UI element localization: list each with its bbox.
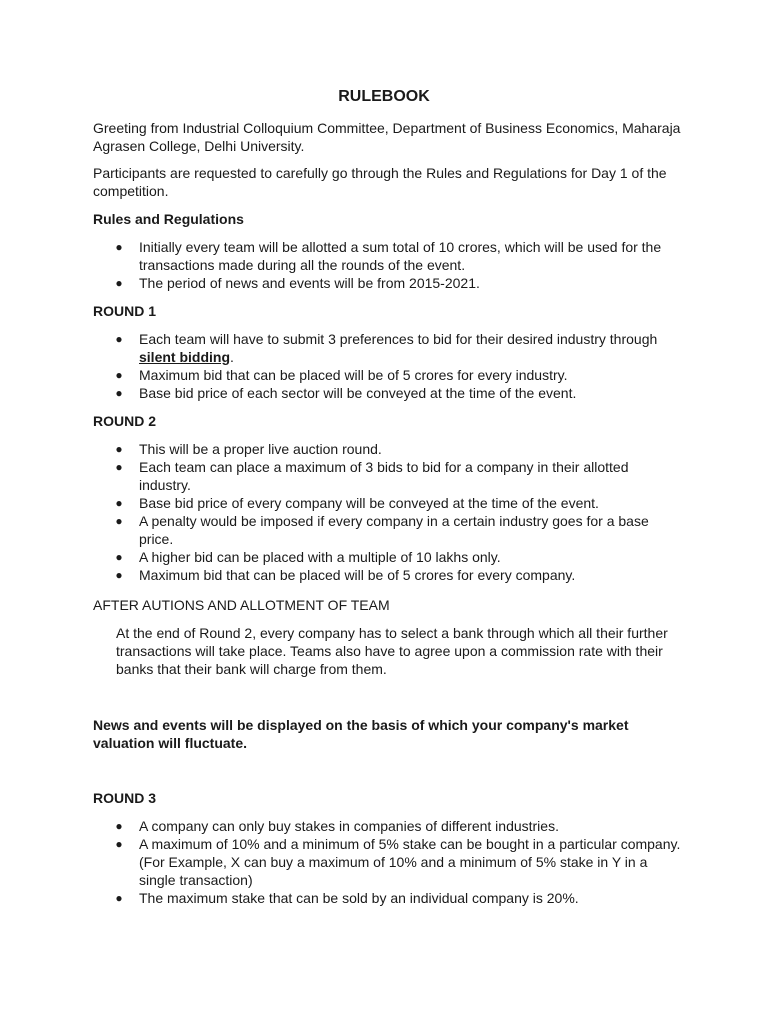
list-item: ● This will be a proper live auction round. [115,441,382,457]
round2-heading: ROUND 2 [93,413,157,429]
rules-heading: Rules and Regulations [93,211,244,227]
greeting-paragraph: Greeting from Industrial Colloquium Committee, Department of Business Economics, Maharaja Agrasen College, Delhi University. [93,120,681,154]
list-item: ● The period of news and events will be from 2015-2021. [115,275,480,291]
page-title: RULEBOOK [338,88,430,105]
round1-list [93,330,683,402]
after-auction-heading: AFTER AUTIONS AND ALLOTMENT OF TEAM [93,597,390,613]
intro-paragraph: Participants are requested to carefully go through the Rules and Regulations for Day 1 of the competition. [93,165,667,199]
list-item: ● Each team can place a maximum of 3 bids to bid for a company in their allotted industry. [115,459,629,493]
round2-list [93,440,683,584]
list-item: ● Initially every team will be allotted a sum total of 10 crores, which will be used for the transactions made during all the rounds of the event. [115,239,662,273]
silent-bidding-emphasis: silent bidding [139,349,230,365]
list-item: ● A penalty would be imposed if every company in a certain industry goes for a base price. [115,513,649,547]
example-note: (For Example, X can buy a maximum of 10% and a minimum of 5% stake in Y in a single transaction) [139,854,648,888]
bullet-icon: ● [115,550,123,564]
bullet-icon: ● [115,496,123,510]
list-item: ● Base bid price of each sector will be conveyed at the time of the event. [115,385,577,401]
bullet-icon: ● [115,568,123,582]
bullet-icon: ● [115,442,123,456]
bullet-icon: ● [115,276,123,290]
list-item: ● Each team will have to submit 3 preferences to bid for their desired industry through silent bidding. [115,331,658,365]
list-item: ● A maximum of 10% and a minimum of 5% stake can be bought in a particular company. (For Example, X can buy a maximum of 10% and a minimum of 5% stake in Y in a single transaction) [115,836,681,888]
list-item: ● Base bid price of every company will be conveyed at the time of the event. [115,495,599,511]
bullet-icon: ● [115,837,123,851]
after-auction-paragraph: At the end of Round 2, every company has to select a bank through which all their further transactions will take place. Teams also have to agree upon a commission rate with their banks that their bank will charge from them. [116,625,668,677]
list-item: ● Maximum bid that can be placed will be of 5 crores for every industry. [115,367,568,383]
round3-list [93,817,683,907]
bullet-icon: ● [115,819,123,833]
bullet-icon: ● [115,386,123,400]
bullet-icon: ● [115,460,123,474]
bullet-icon: ● [115,332,123,346]
list-item: ● The maximum stake that can be sold by an individual company is 20%. [115,890,579,906]
rules-list [93,238,683,292]
bullet-icon: ● [115,514,123,528]
list-item: ● A higher bid can be placed with a multiple of 10 lakhs only. [115,549,501,565]
news-note: News and events will be displayed on the basis of which your company's market valuation will fluctuate. [93,717,629,751]
bullet-icon: ● [115,240,123,254]
round3-heading: ROUND 3 [93,790,157,806]
bullet-icon: ● [115,891,123,905]
list-item: ● Maximum bid that can be placed will be of 5 crores for every company. [115,567,576,583]
round1-heading: ROUND 1 [93,303,157,319]
bullet-icon: ● [115,368,123,382]
list-item: ● A company can only buy stakes in companies of different industries. [115,818,559,834]
